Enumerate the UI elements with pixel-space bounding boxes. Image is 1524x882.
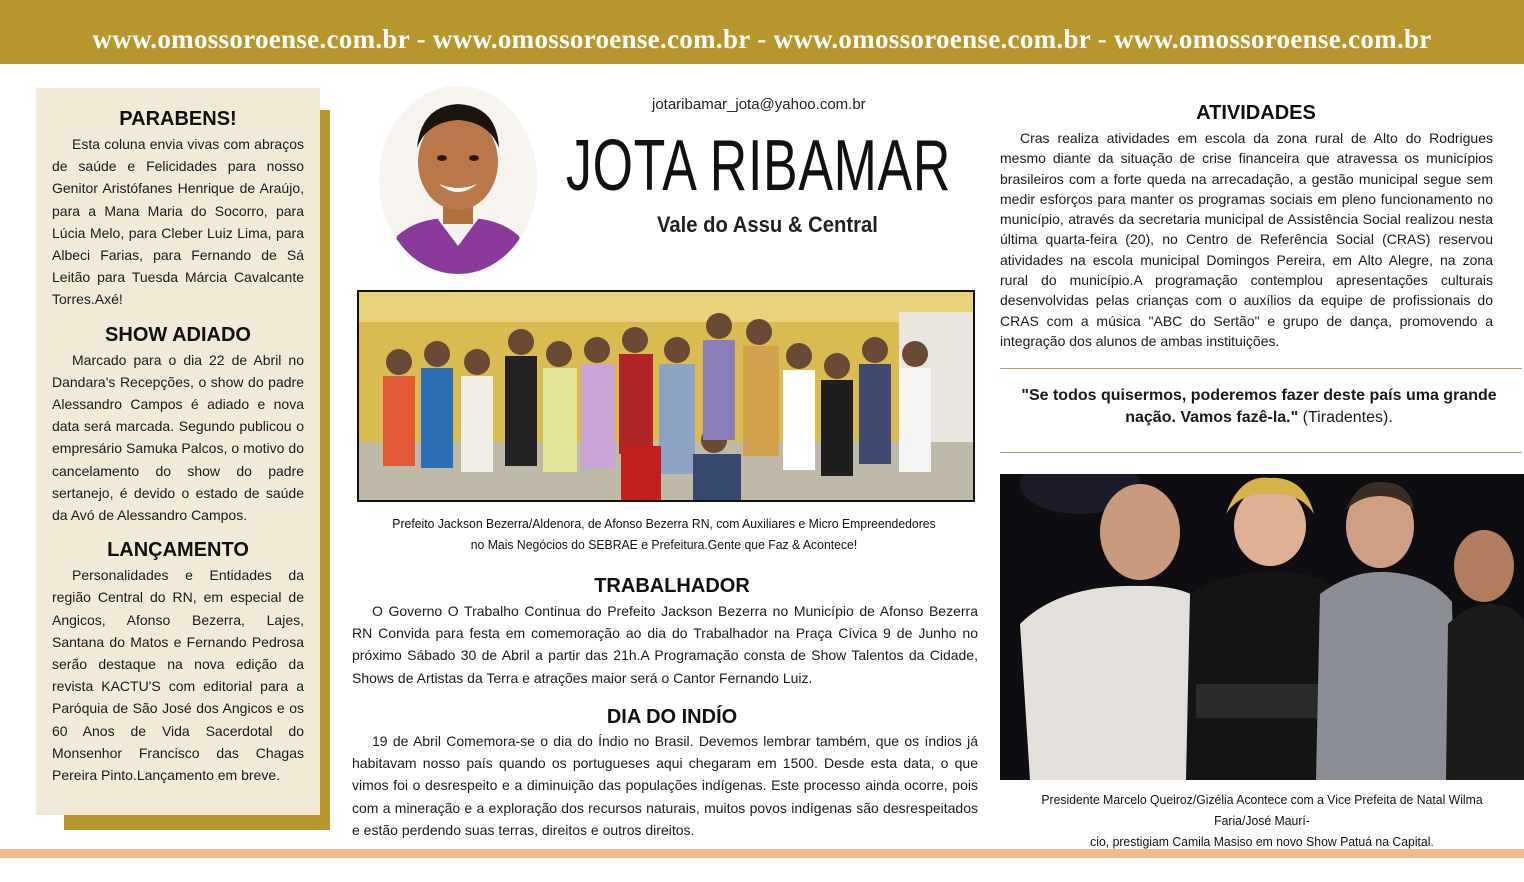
text-atividades: Cras realiza atividades em escola da zona rural de Alto do Rodrigues mesmo diante da situação de crise financeira que atravessa os municípios brasileiros com a forte queda na arrecadação, a gestão municipal segue sem medir esforços para manter os programas sociais em pleno funcionamento no município, através da secretaria municipal de Assistência Social realizou nesta última quarta-feira (20), no Centro de Referência Social (CRAS) reservou atividades na escola municipal Domingos Pereira, em Alto Alegre, na zona rural do município.A programação contemplou apresentações culturais desenvolvidas pelas crianças com o auxílios da equipe de profissionais do CRAS com a música "ABC do Sertão" e grupo de dança, promovendo a integração dos alunos de ambas instituições. — [1000, 130, 1493, 349]
heading-dia-do-indio: DIA DO INDÍO — [606, 706, 738, 728]
text-dia-do-indio: 19 de Abril Comemora-se o dia do Índio no Brasil. Devemos lembrar também, que os índios já habitavam nosso país quando os portugueses aqui chegaram em 1500. Desde esta data, o que vimos foi o desrespeito e a diminuição das populações indígenas. Este processo ainda ocorre, pois com a mineração e a exploração dos recursos naturais, muitos povos indígenas são desrespeitados e estão perdendo suas terras, direitos e outros direitos. — [352, 733, 978, 838]
quote-block — [1004, 385, 1514, 429]
group-photo-caption-line1: Prefeito Jackson Bezerra/Aldenora, de Afonso Bezerra RN, com Auxiliares e Micro Empreendedores — [392, 516, 936, 531]
portrait-illustration — [379, 86, 537, 274]
event-photo-caption-line1: Presidente Marcelo Queiroz/Gizélia Acontece com a Vice Prefeita de Natal Wilma Faria/José Maurí- — [1041, 792, 1483, 828]
sidebar-heading-lancamento: LANÇAMENTO — [107, 539, 249, 562]
event-photo-caption-line2: cio, prestigiam Camila Masiso em novo Show Patuá na Capital. — [1090, 834, 1434, 849]
divider-bottom — [1000, 452, 1522, 453]
top-banner — [0, 0, 1524, 64]
sidebar-text-lancamento: Personalidades e Entidades da região Central do RN, em especial de Angicos, Afonso Bezerra, Lajes, Santana do Matos e Fernando Pedrosa serão destaque na nova edição da revista KACTU'S com editorial para a Paróquia de São José dos Angicos e os 60 Anos de Vida Sacerdotal do Monsenhor Francisco das Chagas Pereira Pinto.Lançamento em breve. — [52, 567, 304, 784]
group-photo-illustration — [359, 292, 973, 500]
event-photo-caption — [1016, 789, 1509, 852]
event-photo-illustration — [1000, 474, 1524, 780]
bottom-bar — [0, 849, 1524, 858]
text-trabalhador: O Governo O Trabalho Continua do Prefeito Jackson Bezerra no Município de Afonso Bezerra RN Convida para festa em comemoração ao dia do Trabalhador na Praça Cívica 9 de Junho no próximo Sábado 30 de Abril a partir das 21h.A Programação consta de Show Talentos da Cidade, Shows de Artistas da Terra e atrações maior será o Cantor Fernando Luiz. — [352, 603, 978, 686]
sidebar-text-show-adiado: Marcado para o dia 22 de Abril no Dandara's Recepções, o show do padre Alessandro Campos é adiado e nova data será marcada. Segundo publicou o empresário Samuka Palcos, o motivo do cancelamento do show do padre sertanejo, é devido o estado de saúde da Avó de Alessandro Campos. — [52, 351, 304, 524]
quote-text: "Se todos quisermos, poderemos fazer deste país uma grande nação. Vamos fazê-la." — [1021, 387, 1497, 426]
group-photo-sebrae — [357, 290, 975, 502]
sidebar-text-parabens: Esta coluna envia vivas com abraços de saúde e Felicidades para nosso Genitor Aristófanes Henrique de Araújo, para a Mana Maria do Socorro, para Lúcia Melo, para Cleber Luiz Lima, para Albeci Farias, para Fernando de Sá Leitão para Tuesda Márcia Cavalcante Torres.Axé! — [52, 136, 304, 308]
heading-trabalhador: TRABALHADOR — [594, 575, 750, 597]
column-subtitle: Vale do Assu & Central — [657, 212, 878, 237]
quote-author: (Tiradentes). — [1302, 409, 1393, 426]
heading-atividades: ATIVIDADES — [1196, 102, 1316, 124]
group-photo-caption — [376, 513, 951, 555]
columnist-portrait — [379, 86, 537, 274]
sidebar-heading-parabens: PARABENS! — [119, 108, 237, 130]
sidebar-box — [36, 88, 320, 815]
group-photo-caption-line2: no Mais Negócios do SEBRAE e Prefeitura.Gente que Faz & Acontece! — [470, 537, 858, 552]
sidebar-heading-show-adiado: SHOW ADIADO — [105, 323, 251, 346]
event-photo-patua — [1000, 474, 1524, 780]
banner-url-text: www.omossoroense.com.br - www.omossoroense.com.br - www.omossoroense.com.br - www.omossoroense.com.br — [92, 24, 1432, 54]
column-title: JOTA RIBAMAR — [566, 126, 952, 206]
columnist-email: jotaribamar_jota@yahoo.com.br — [652, 96, 866, 113]
divider-top — [1000, 368, 1522, 369]
